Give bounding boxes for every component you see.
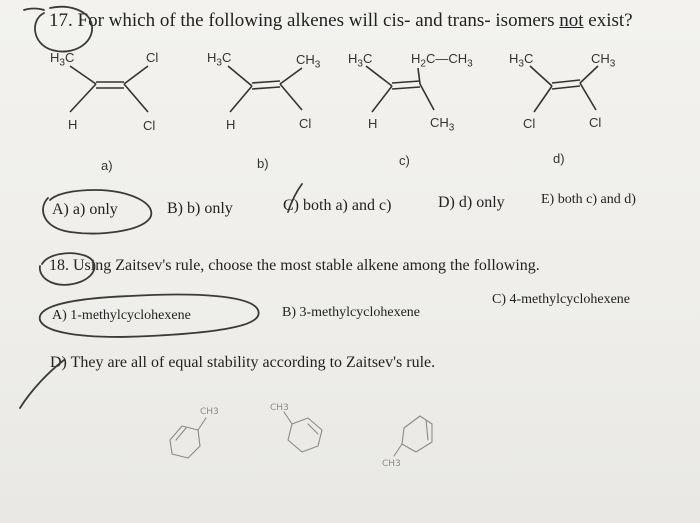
pencil-structure-1 <box>170 407 219 458</box>
mol-d-top-left: $H_3C$ <box>509 51 534 70</box>
mol-c-bottom-left: H <box>368 116 378 131</box>
mol-b-top-left: $H_3C$ <box>207 50 232 69</box>
pencil-structure-2 <box>270 403 322 452</box>
q18-number: 18. <box>49 257 69 274</box>
mol-d-bottom-right: Cl <box>589 115 602 130</box>
pencil-ch3-1: CH3 <box>200 407 219 417</box>
q18-choice-a[interactable]: A) 1-methylcyclohexene <box>52 308 191 323</box>
q17-choice-e[interactable]: E) both c) and d) <box>541 192 636 207</box>
circle-q18-number <box>40 253 95 285</box>
mol-a-top-right: Cl <box>146 50 159 65</box>
q18-choice-b[interactable]: B) 3-methylcyclohexene <box>282 305 421 320</box>
pencil-structure-3 <box>382 416 432 469</box>
q18-choice-d[interactable]: D) They are all of equal stability according to Zaitsev's rule. <box>50 354 436 371</box>
mol-c-top-left: $H_3C$ <box>348 51 373 70</box>
mol-d-bottom-left: Cl <box>523 116 536 131</box>
pencil-ch3-3: CH3 <box>382 459 401 469</box>
pencil-ch3-2: CH3 <box>270 403 289 413</box>
q17-not: not <box>559 10 584 31</box>
mol-d-label: d) <box>553 151 565 166</box>
mol-c-bonds <box>366 66 434 112</box>
mol-a-label: a) <box>101 158 113 173</box>
mol-a-bonds <box>70 66 148 112</box>
q17-number: 17. <box>49 10 73 31</box>
mol-d-top-right: $CH_3$ <box>591 51 616 70</box>
circle-q17-number <box>35 7 92 52</box>
circle-q17-answer-a <box>43 190 151 233</box>
mol-a-bottom-right: Cl <box>143 118 156 133</box>
q17-choice-a[interactable]: A) a) only <box>52 201 118 218</box>
q17-question: For which of the following alkenes will cis- and trans- isomers <box>77 10 555 31</box>
mol-b-bottom-right: Cl <box>299 116 312 131</box>
mol-a-bottom-left: H <box>68 117 78 132</box>
q18-choice-c[interactable]: C) 4-methylcyclohexene <box>492 292 631 307</box>
mol-d-bonds <box>530 66 598 112</box>
margin-mark <box>24 9 44 11</box>
q17-choice-d[interactable]: D) d) only <box>438 194 505 211</box>
mol-a-top-left: $H_3C$ <box>50 50 75 69</box>
mol-b-bottom-left: H <box>226 117 236 132</box>
mol-c-top-right: $H_2C—CH_3$ <box>411 51 473 70</box>
slash-c <box>288 184 302 212</box>
slash-d <box>20 360 64 408</box>
q18-question: Using Zaitsev's rule, choose the most stable alkene among the following. <box>73 257 540 274</box>
mol-b-top-right: $CH_3$ <box>296 52 321 71</box>
q17-choice-c[interactable]: C) both a) and c) <box>283 197 392 214</box>
q17-choice-b[interactable]: B) b) only <box>167 200 233 217</box>
mol-b-label: b) <box>257 156 269 171</box>
mol-c-label: c) <box>399 153 410 168</box>
mol-c-bottom-right: $CH_3$ <box>430 115 455 134</box>
q17-question-end: exist? <box>588 10 633 31</box>
circle-q18-answer-a <box>40 295 259 337</box>
mol-b-bonds <box>228 66 302 112</box>
